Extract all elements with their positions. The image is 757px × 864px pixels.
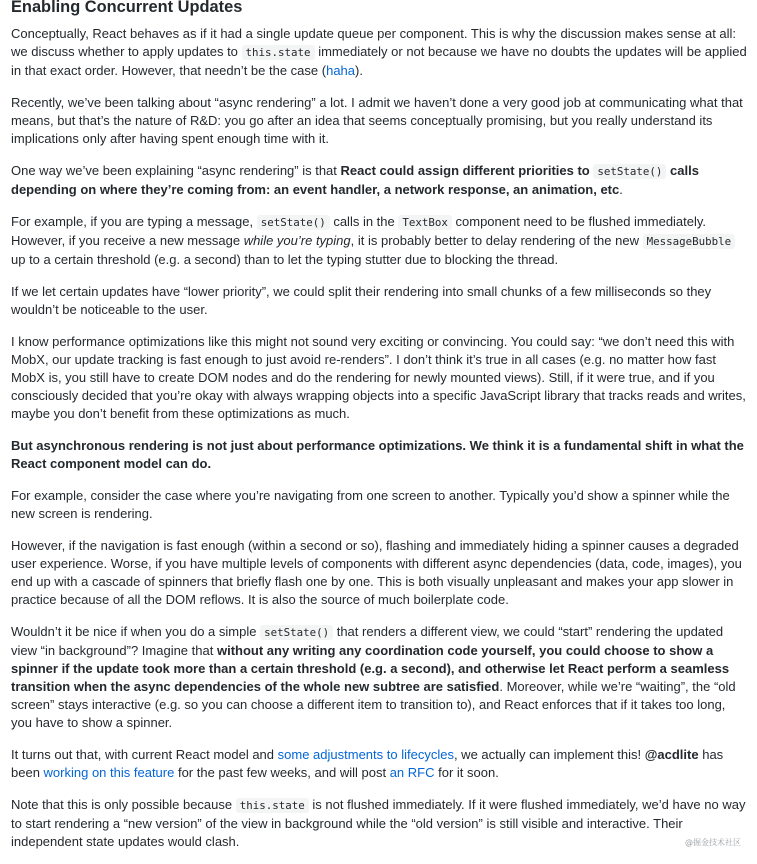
inline-code: setState()	[257, 215, 330, 230]
paragraph-9: However, if the navigation is fast enough (within a second or so), flashing and immediately hiding a spinner causes a degraded user experience. Worse, if you have multiple levels of components with different async dependencies (data, code, images), you end up with a cascade of spinners that briefly flash one by one. This is both visually unpleasant and makes your app slower in practice because of all the DOM reflows. It is also the source of much boilerplate code.	[11, 538, 742, 607]
text: for the past few weeks, and will post	[177, 765, 387, 780]
text: ).	[355, 63, 363, 78]
paragraph-12	[11, 796, 747, 851]
italic-text: while you’re typing	[243, 233, 351, 248]
paragraph-10	[11, 623, 747, 732]
bold-text: calls depending on where they’re coming from: an event handler, a network response, an animation, etc	[11, 163, 699, 197]
bold-text: React could assign different priorities to	[340, 163, 590, 178]
text: , we actually can implement this!	[453, 747, 642, 762]
article	[11, 0, 747, 851]
inline-code: setState()	[593, 164, 666, 179]
inline-code: TextBox	[398, 215, 452, 230]
text: up to a certain threshold (e.g. a second) than to let the typing stutter due to blocking the thread.	[11, 252, 559, 267]
section-heading: Enabling Concurrent Updates	[11, 0, 243, 16]
watermark: @掘金技术社区	[685, 838, 741, 847]
paragraph-1	[11, 25, 747, 80]
paragraph-3	[11, 162, 747, 199]
bold-text: without any writing any coordination code yourself, you could choose to show a spinner if the update took more than a certain threshold (e.g. a second), and otherwise let React perform a seamless transition when the async dependencies of the whole new subtree are satisfied	[11, 643, 730, 694]
text: . Moreover, while we’re “waiting”, the “old screen” stays interactive (e.g. so you can choose a different item to transition to), and React enforces that if it takes too long, you have to show a spinner.	[11, 679, 736, 730]
text: for it soon.	[438, 765, 499, 780]
feature-link[interactable]: working on this feature	[43, 765, 175, 780]
paragraph-6: I know performance optimizations like this might not sound very exciting or convincing. You could say: “we don’t need this with MobX, our update tracking is fast enough to just avoid re-renders”. I don’t think it’s true in all cases (e.g. no matter how fast MobX is, you still have to create DOM nodes and do the rendering for newly mounted views). Still, if it were true, and if you consciously decided that you’re okay with always wrapping objects into a specific JavaScript library that tracks reads and writes, maybe you don’t benefit from these optimizations as much.	[11, 334, 746, 421]
bold-text: But asynchronous rendering is not just about performance optimizations. We think it is a fundamental shift in what the React component model can do.	[11, 438, 744, 471]
inline-code: MessageBubble	[643, 234, 736, 249]
text: For example, if you are typing a message,	[11, 214, 254, 229]
inline-code: this.state	[236, 798, 309, 813]
inline-code: setState()	[260, 625, 333, 640]
text: has been	[11, 747, 724, 780]
paragraph-11	[11, 746, 747, 782]
paragraph-7	[11, 437, 747, 473]
paragraph-5: If we let certain updates have “lower priority”, we could split their rendering into small chunks of a few milliseconds so they wouldn’t be noticeable to the user.	[11, 284, 712, 317]
text: component need to be flushed immediately. However, if you receive a new message	[11, 214, 707, 248]
paragraph-2: Recently, we’ve been talking about “async rendering” a lot. I admit we haven’t done a very good job at communicating what that means, but that’s the nature of R&D: you go after an idea that seems conceptually promising, but you really understand its implications only after having spent enough time with it.	[11, 95, 743, 146]
text: that renders a different view, we could “start” rendering the updated view “in background”? Imagine that	[11, 624, 724, 658]
text: Wouldn’t it be nice if when you do a simple	[11, 624, 257, 639]
text: .	[619, 182, 623, 197]
inline-code: this.state	[242, 45, 315, 60]
text: , it is probably better to delay rendering of the new	[350, 233, 639, 248]
mention-acdlite: @acdlite	[644, 747, 699, 762]
text: Conceptually, React behaves as if it had a single update queue per component. This is why the discussion makes sense at all: we discuss whether to apply updates to	[11, 26, 737, 59]
text: immediately or not because we have no doubts the updates will be applied in that exact order. However, that needn’t be the case (	[11, 44, 747, 78]
text: Note that this is only possible because	[11, 797, 233, 812]
paragraph-4	[11, 213, 747, 269]
text: One way we’ve been explaining “async rendering” is that	[11, 163, 337, 178]
lifecycles-link[interactable]: some adjustments to lifecycles	[277, 747, 454, 762]
text: is not flushed immediately. If it were flushed immediately, we’d have no way to start rendering a “new version” of the view in background while the “old version” is still visible and interactive. Their independent state updates would clash.	[11, 797, 746, 849]
rfc-link[interactable]: an RFC	[389, 765, 435, 780]
text: calls in the	[333, 214, 395, 229]
haha-link[interactable]: haha	[326, 63, 356, 78]
paragraph-8: For example, consider the case where you’re navigating from one screen to another. Typically you’d show a spinner while the new screen is rendering.	[11, 488, 730, 521]
text: It turns out that, with current React model and	[11, 747, 275, 762]
